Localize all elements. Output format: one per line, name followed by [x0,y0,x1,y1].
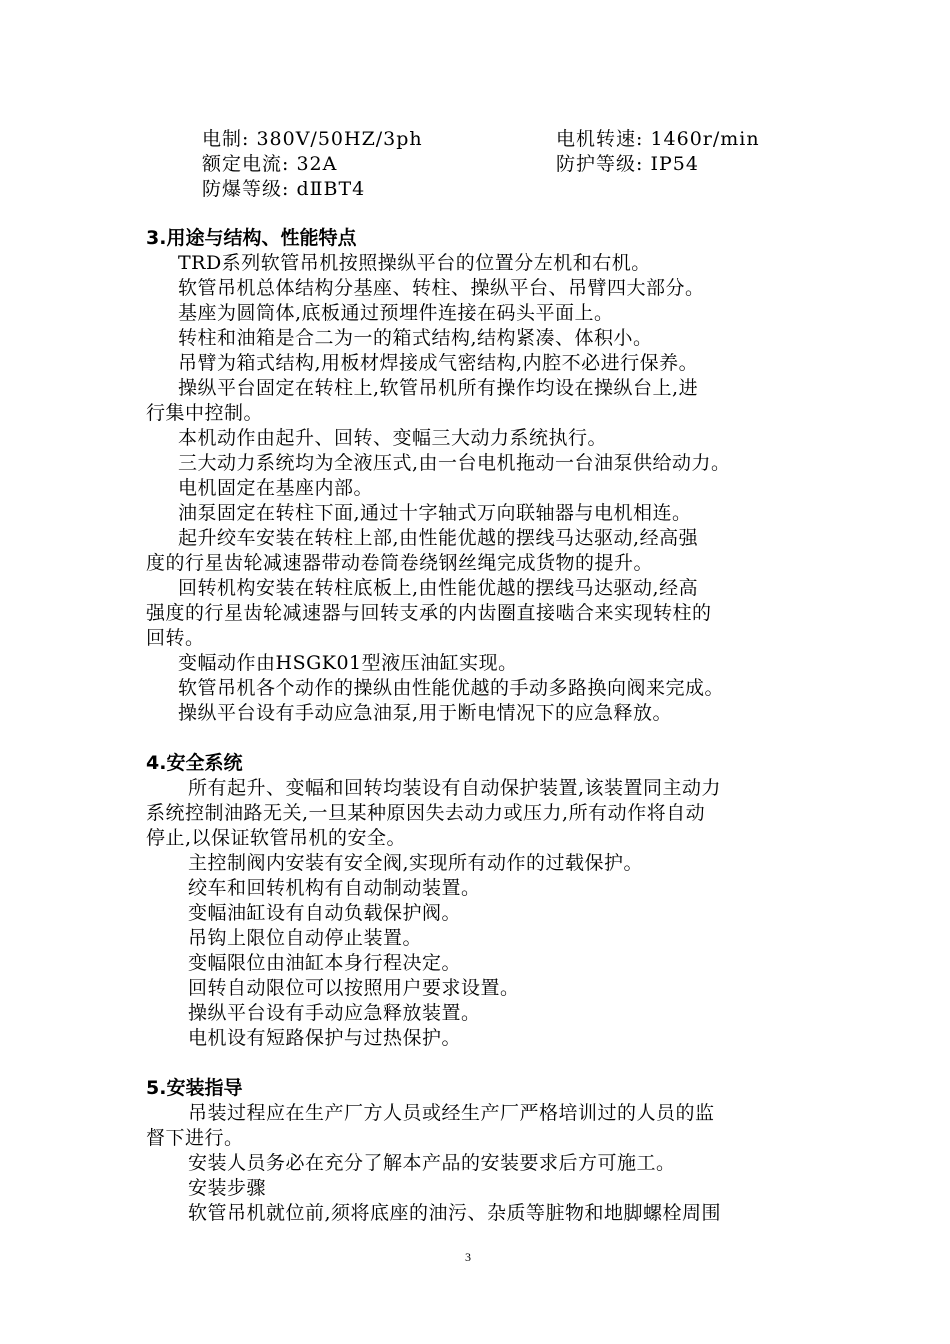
section-5-line: 督下进行。 [146,1127,244,1149]
section-4-title: 4.安全系统 [146,752,243,774]
spec-speed: 电机转速: 1460r/min [556,128,760,150]
spec-voltage: 电制: 380V/50HZ/3ph [202,128,423,150]
section-3-line: 本机动作由起升、回转、变幅三大动力系统执行。 [178,427,608,449]
section-4-line: 绞车和回转机构有自动制动装置。 [188,877,481,899]
section-5-line: 软管吊机就位前,须将底座的油污、杂质等脏物和地脚螺栓周围 [188,1202,722,1224]
section-4-line: 停止,以保证软管吊机的安全。 [146,827,407,849]
section-5-line: 安装步骤 [188,1177,267,1199]
section-4-line: 所有起升、变幅和回转均装设有自动保护装置,该装置同主动力 [188,777,722,799]
section-3-line: 软管吊机总体结构分基座、转柱、操纵平台、吊臂四大部分。 [178,277,705,299]
page-number: 3 [465,1250,471,1264]
section-3-line: 回转。 [146,627,205,649]
section-5-line: 吊装过程应在生产厂方人员或经生产厂严格培训过的人员的监 [188,1102,715,1124]
section-3-line: 度的行星齿轮减速器带动卷筒卷绕钢丝绳完成货物的提升。 [146,552,654,574]
section-4-line: 变幅油缸设有自动负载保护阀。 [188,902,462,924]
section-4-line: 电机设有短路保护与过热保护。 [188,1027,462,1049]
section-3-line: 操纵平台设有手动应急油泵,用于断电情况下的应急释放。 [178,702,673,724]
section-3-line: 变幅动作由HSGK01型液压油缸实现。 [178,652,518,674]
section-4-line: 操纵平台设有手动应急释放装置。 [188,1002,481,1024]
section-3-line: 软管吊机各个动作的操纵由性能优越的手动多路换向阀来完成。 [178,677,725,699]
spec-current: 额定电流: 32A [202,153,338,175]
section-3-line: 基座为圆筒体,底板通过预埋件连接在码头平面上。 [178,302,614,324]
section-3-line: 起升绞车安装在转柱上部,由性能优越的摆线马达驱动,经高强 [178,527,699,549]
section-5-title: 5.安装指导 [146,1077,243,1099]
spec-explosion: 防爆等级: dⅡBT4 [202,178,366,200]
section-4-line: 系统控制油路无关,一旦某种原因失去动力或压力,所有动作将自动 [146,802,706,824]
section-3-line: 强度的行星齿轮减速器与回转支承的内齿圈直接啮合来实现转柱的 [146,602,712,624]
section-3-line: 吊臂为箱式结构,用板材焊接成气密结构,内腔不必进行保养。 [178,352,699,374]
section-3-title: 3.用途与结构、性能特点 [146,227,357,249]
section-3-line: 油泵固定在转柱下面,通过十字轴式万向联轴器与电机相连。 [178,502,692,524]
spec-protection: 防护等级: IP54 [556,153,699,175]
section-4-line: 主控制阀内安装有安全阀,实现所有动作的过载保护。 [188,852,644,874]
section-4-line: 回转自动限位可以按照用户要求设置。 [188,977,520,999]
section-5-line: 安装人员务必在充分了解本产品的安装要求后方可施工。 [188,1152,676,1174]
section-3-line: 电机固定在基座内部。 [178,477,374,499]
section-4-line: 吊钩上限位自动停止装置。 [188,927,423,949]
section-3-line: 行集中控制。 [146,402,264,424]
section-3-line: TRD系列软管吊机按照操纵平台的位置分左机和右机。 [178,252,651,274]
section-3-line: 回转机构安装在转柱底板上,由性能优越的摆线马达驱动,经高 [178,577,699,599]
section-4-line: 变幅限位由油缸本身行程决定。 [188,952,462,974]
section-3-line: 操纵平台固定在转柱上,软管吊机所有操作均设在操纵台上,进 [178,377,699,399]
section-3-line: 三大动力系统均为全液压式,由一台电机拖动一台油泵供给动力。 [178,452,731,474]
section-3-line: 转柱和油箱是合二为一的箱式结构,结构紧凑、体积小。 [178,327,653,349]
